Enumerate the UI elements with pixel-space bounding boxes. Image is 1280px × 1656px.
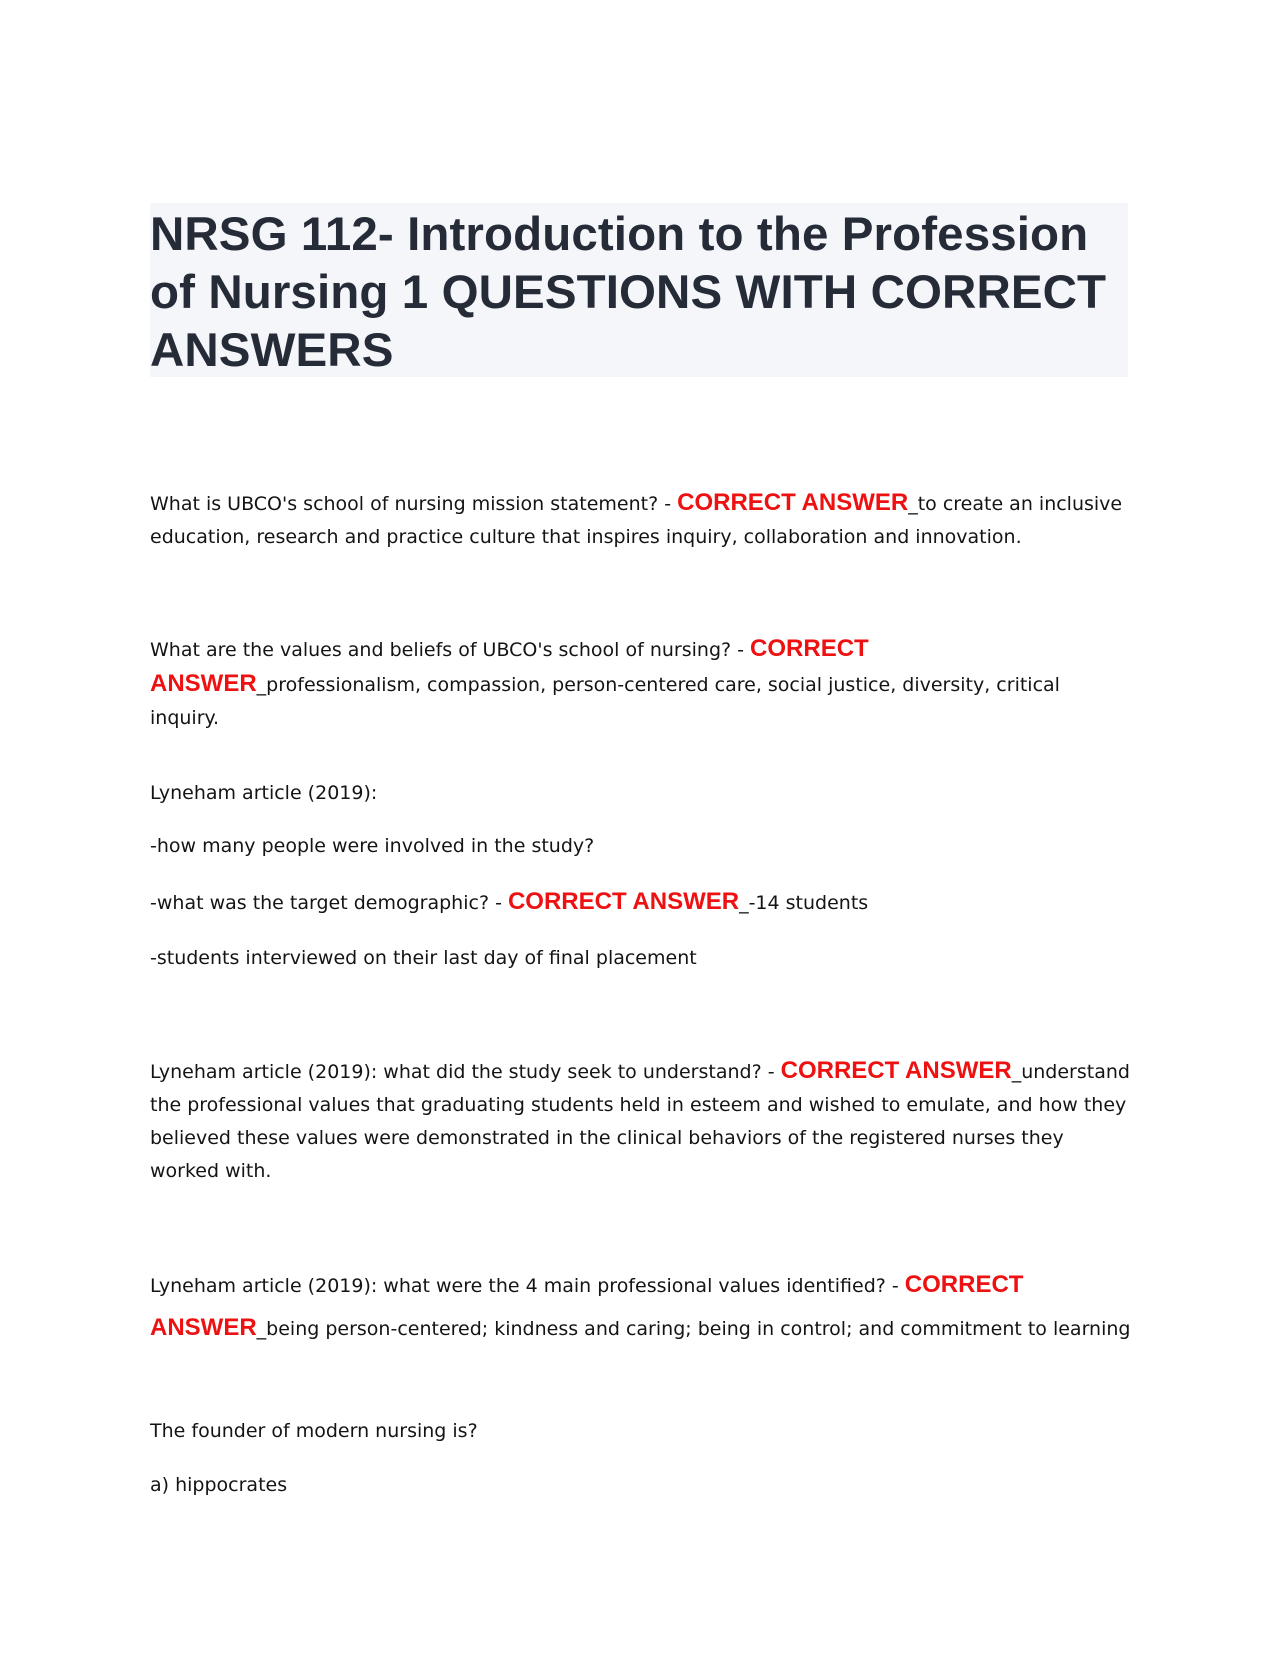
- correct-answer-label: CORRECT ANSWER: [677, 489, 909, 516]
- question-text: What is UBCO's school of nursing mission statement? -: [150, 493, 678, 515]
- answer-text: _understand the professional values that graduating students held in esteem and wished to emulate, and how they believed these values were demonstrated in the clinical behaviors of the registered nurses they worked with.: [150, 1061, 1130, 1182]
- question-line: -how many people were involved in the study?: [150, 835, 595, 857]
- answer-text: _professionalism, compassion, person-centered care, social justice, diversity, critical inquiry.: [150, 674, 1060, 729]
- question-text: Lyneham article (2019): what were the 4 main professional values identified? -: [150, 1275, 905, 1297]
- answer-text: _-14 students: [739, 892, 869, 914]
- title-block: [150, 203, 1128, 377]
- qa-item: [150, 486, 1135, 554]
- qa-item: [150, 1054, 1135, 1188]
- correct-answer-label: CORRECT ANSWER: [150, 635, 869, 697]
- question-text: Lyneham article (2019): what did the study seek to understand? -: [150, 1061, 781, 1083]
- qa-item: [150, 632, 1135, 735]
- answer-line: -students interviewed on their last day of final placement: [150, 947, 697, 969]
- question-text: What are the values and beliefs of UBCO's school of nursing? -: [150, 639, 751, 661]
- question-line: The founder of modern nursing is?: [150, 1420, 478, 1442]
- qa-item: [150, 885, 868, 920]
- correct-answer-label: CORRECT ANSWER: [780, 1057, 1012, 1084]
- option-line: a) hippocrates: [150, 1474, 288, 1496]
- document-title: NRSG 112- Introduction to the Profession of Nursing 1 QUESTIONS WITH CORRECT ANSWERS: [150, 208, 1107, 377]
- correct-answer-label: CORRECT ANSWER: [150, 1271, 1024, 1341]
- question-line: Lyneham article (2019):: [150, 782, 378, 804]
- correct-answer-label: CORRECT ANSWER: [507, 888, 740, 915]
- qa-item: [150, 1264, 1135, 1350]
- answer-text: _to create an inclusive education, research and practice culture that inspires inquiry, collaboration and innovation.: [150, 493, 1123, 548]
- question-text: -what was the target demographic? -: [150, 892, 508, 914]
- answer-text: _being person-centered; kindness and caring; being in control; and commitment to learning: [256, 1318, 1131, 1340]
